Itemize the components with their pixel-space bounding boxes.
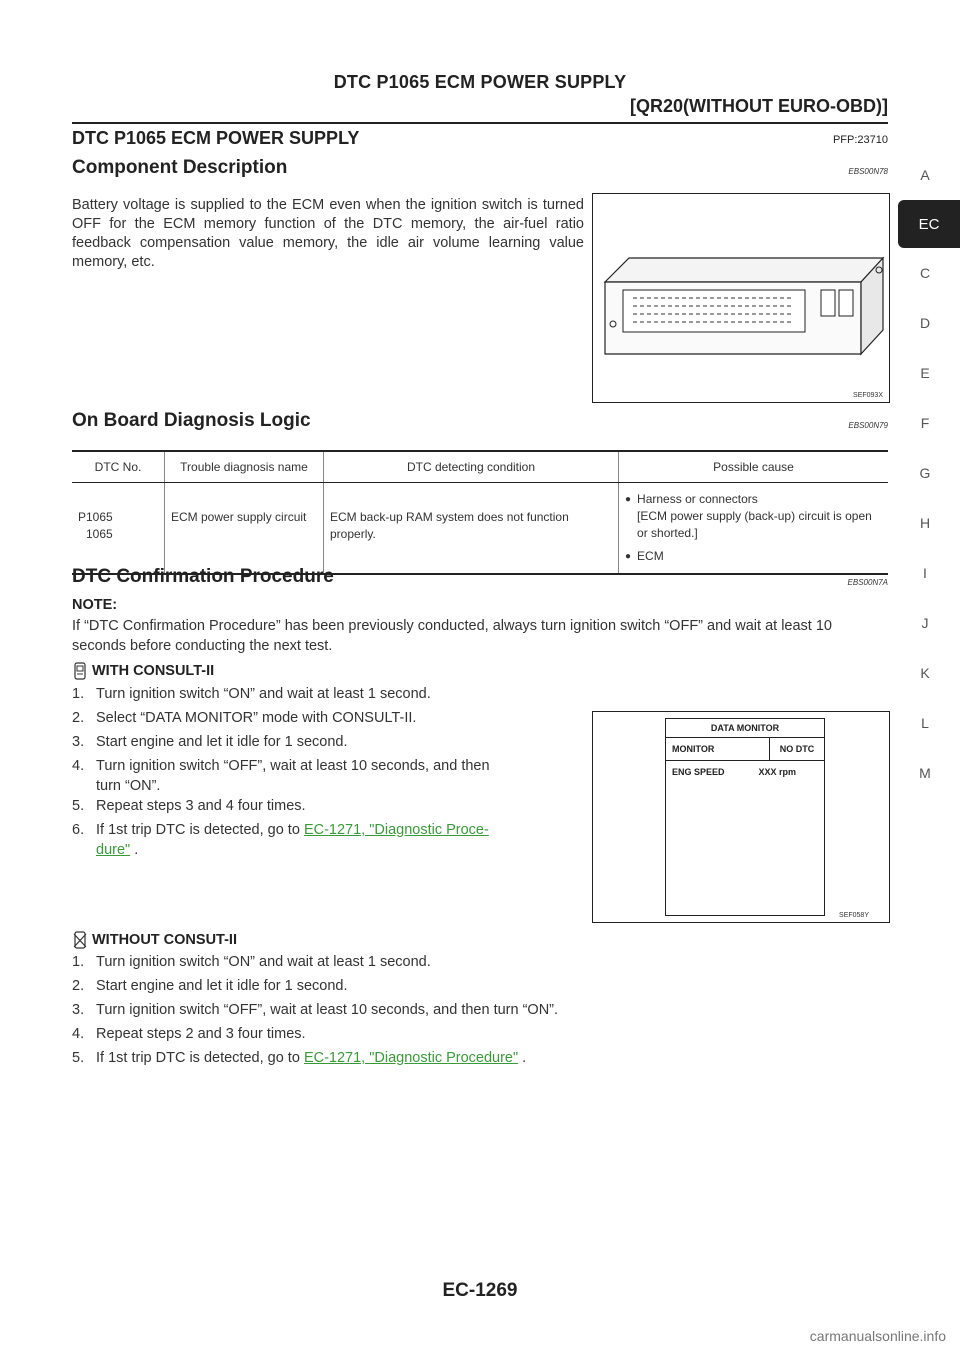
cause-item bbox=[625, 548, 882, 565]
obd-table-header bbox=[72, 451, 888, 483]
data-monitor-figure-code: SEF058Y bbox=[839, 912, 869, 919]
data-monitor-item: ENG SPEED bbox=[672, 767, 725, 777]
cause-ecm: ECM bbox=[637, 549, 664, 563]
table-row bbox=[72, 483, 888, 575]
with-step-1: 1. Turn ignition switch “ON” and wait at least 1 second. bbox=[72, 686, 431, 702]
cell-trouble-name: ECM power supply circuit bbox=[165, 483, 324, 575]
obd-heading: On Board Diagnosis Logic bbox=[72, 410, 311, 431]
bullet-icon: ● bbox=[625, 494, 632, 505]
col-trouble-name: Trouble diagnosis name bbox=[165, 451, 324, 483]
without-step-3: 3. Turn ignition switch “OFF”, wait at least 10 seconds, and then turn “ON”. bbox=[72, 1002, 559, 1018]
section-index bbox=[890, 150, 960, 798]
diagnostic-procedure-link-cont[interactable]: dure" bbox=[96, 842, 131, 858]
without-step-1: 1. Turn ignition switch “ON” and wait at least 1 second. bbox=[72, 954, 431, 970]
obd-code: EBS00N79 bbox=[848, 421, 888, 430]
ecm-figure bbox=[592, 193, 890, 403]
cause-harness-detail: [ECM power supply (back-up) circuit is open or shorted.] bbox=[637, 509, 872, 540]
diagnostic-procedure-link[interactable]: EC-1271, "Diagnostic Proce- bbox=[303, 822, 489, 838]
ecm-unit-illustration bbox=[593, 194, 889, 402]
dtc-code-a: P1065 bbox=[78, 510, 113, 524]
page-number: EC-1269 bbox=[442, 1280, 518, 1301]
data-monitor-screen bbox=[665, 718, 825, 916]
without-step-4: 4. Repeat steps 2 and 3 four times. bbox=[72, 1026, 306, 1042]
note-text: If “DTC Confirmation Procedure” has been previously conducted, always turn ignition switch “OFF” and wait at least 10 seconds before conducting the next test. bbox=[72, 618, 832, 654]
ecm-figure-code: SEF093X bbox=[853, 392, 883, 399]
without-consult-text: WITHOUT CONSUT-II bbox=[92, 932, 237, 948]
page-header-subtitle: [QR20(WITHOUT EURO-OBD)] bbox=[630, 96, 888, 116]
with-step-2: 2. Select “DATA MONITOR” mode with CONSULT-II. bbox=[72, 710, 417, 726]
index-tab-c[interactable]: C bbox=[919, 265, 931, 281]
index-tab-i[interactable]: I bbox=[923, 565, 927, 581]
with-step-5: 5. Repeat steps 3 and 4 four times. bbox=[72, 798, 306, 814]
note-label: NOTE: bbox=[72, 597, 118, 613]
without-step-5: 5. If 1st trip DTC is detected, go to EC-1271, "Diagnostic Procedure" . bbox=[72, 1050, 527, 1066]
index-tab-d[interactable]: D bbox=[919, 315, 931, 331]
component-code: EBS00N78 bbox=[848, 167, 888, 176]
page-header-title: DTC P1065 ECM POWER SUPPLY bbox=[333, 72, 627, 92]
cell-possible-cause bbox=[619, 483, 889, 575]
col-possible-cause: Possible cause bbox=[619, 451, 889, 483]
with-consult-text: WITH CONSULT-II bbox=[92, 663, 215, 679]
data-monitor-figure bbox=[592, 711, 890, 923]
data-monitor-row bbox=[666, 761, 824, 777]
index-tab-e[interactable]: E bbox=[920, 365, 930, 381]
data-monitor-header bbox=[666, 738, 824, 761]
without-step-2: 2. Start engine and let it idle for 1 second. bbox=[72, 978, 348, 994]
index-tab-f[interactable]: F bbox=[920, 415, 930, 431]
obd-table bbox=[72, 450, 888, 575]
cause-harness: Harness or connectors bbox=[637, 492, 758, 506]
header-divider bbox=[72, 122, 888, 124]
dtc-code-b: 1065 bbox=[86, 527, 113, 541]
index-tab-h[interactable]: H bbox=[919, 515, 931, 531]
with-step-3: 3. Start engine and let it idle for 1 second. bbox=[72, 734, 348, 750]
index-tab-l[interactable]: L bbox=[921, 715, 929, 731]
cell-dtc-no bbox=[72, 483, 165, 575]
consult-tool-icon bbox=[72, 662, 88, 680]
without-consult-label bbox=[72, 931, 237, 949]
index-tab-ec[interactable]: EC bbox=[898, 200, 960, 248]
with-step-6: 6. If 1st trip DTC is detected, go to EC-1271, "Diagnostic Proce- dure" . bbox=[72, 822, 489, 858]
data-monitor-title: DATA MONITOR bbox=[666, 719, 824, 738]
index-tab-a[interactable]: A bbox=[920, 167, 930, 183]
bullet-icon: ● bbox=[625, 551, 632, 562]
index-tab-j[interactable]: J bbox=[921, 615, 929, 631]
with-step-4: 4. Turn ignition switch “OFF”, wait at least 10 seconds, and then turn “ON”. bbox=[72, 758, 490, 794]
col-dtc-no: DTC No. bbox=[72, 451, 165, 483]
part-code: PFP:23710 bbox=[832, 134, 888, 146]
confirmation-code: EBS00N7A bbox=[847, 578, 888, 587]
with-consult-label bbox=[72, 662, 214, 680]
confirmation-heading: DTC Confirmation Procedure bbox=[72, 566, 334, 587]
component-text: Battery voltage is supplied to the ECM even when the ignition switch is turned OFF for the ECM memory function of the DTC memory, the air-fuel ratio feedback compensation value memory, the idle air volume learning value memory, etc. bbox=[72, 197, 584, 270]
cause-item bbox=[625, 491, 882, 542]
cell-condition: ECM back-up RAM system does not function properly. bbox=[324, 483, 619, 575]
component-heading: Component Description bbox=[72, 157, 288, 178]
index-tab-m[interactable]: M bbox=[919, 765, 931, 781]
index-tab-g[interactable]: G bbox=[919, 465, 931, 481]
watermark: carmanualsonline.info bbox=[809, 1328, 946, 1344]
no-consult-tool-icon bbox=[72, 931, 88, 949]
section-title: DTC P1065 ECM POWER SUPPLY bbox=[72, 128, 360, 148]
data-monitor-value: XXX rpm bbox=[758, 767, 796, 777]
index-tab-k[interactable]: K bbox=[920, 665, 930, 681]
col-condition: DTC detecting condition bbox=[324, 451, 619, 483]
diagnostic-procedure-link-2[interactable]: EC-1271, "Diagnostic Procedure" bbox=[303, 1050, 519, 1066]
data-monitor-col1: MONITOR bbox=[672, 744, 715, 754]
data-monitor-col2: NO DTC bbox=[769, 738, 824, 760]
